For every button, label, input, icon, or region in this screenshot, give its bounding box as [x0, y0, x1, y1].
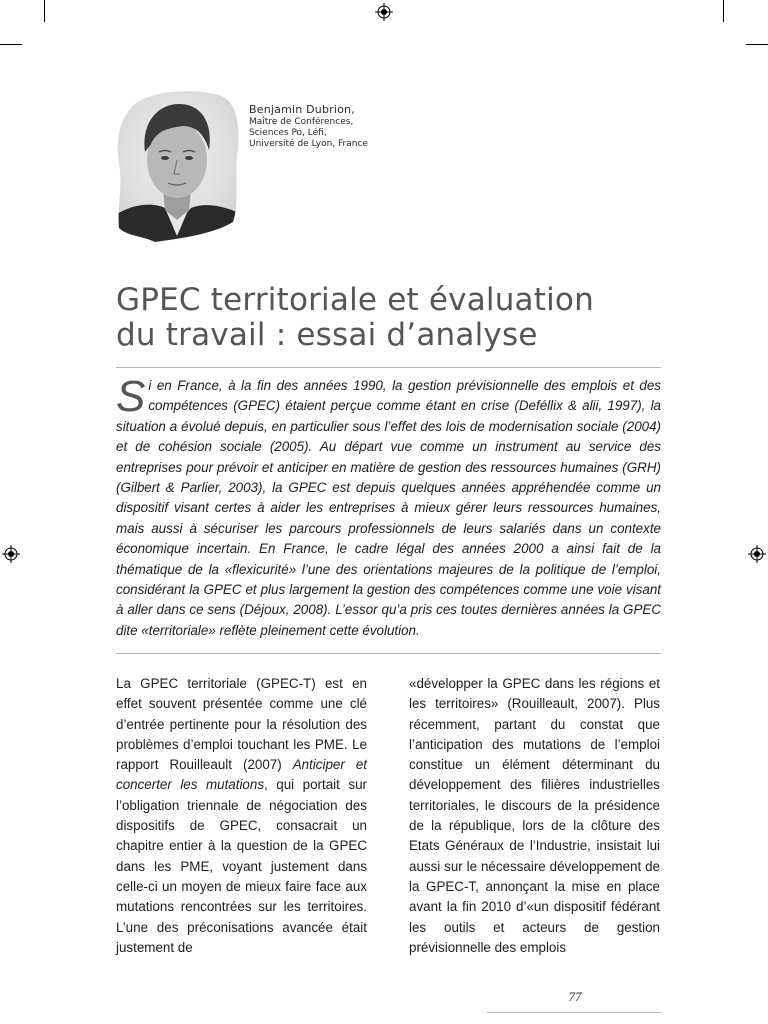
crop-mark [0, 44, 22, 45]
title-divider [116, 367, 661, 368]
author-name: Benjamin Dubrion, [249, 103, 355, 116]
abstract [116, 372, 661, 641]
body-left-text-1: La GPEC territoriale (GPEC-T) est en effet souvent présentée comme une clé d’entrée pertinente pour la résolution des problèmes d’emploi touchant les PME. Le rapport Rouilleault (2007) [116, 676, 367, 773]
article-title [116, 283, 676, 353]
crop-mark [723, 0, 724, 22]
registration-mark-icon [2, 545, 20, 563]
crop-mark [746, 44, 768, 45]
registration-mark-icon [748, 545, 766, 563]
body-left-text-2: , qui portait sur l’obligation triennale de négociation des dispositifs de GPEC, consacrait un chapitre entier à la question de la GPEC dans les PME, voyant justement dans celle-ci un moyen de mieux faire face aux mutations rencontrées sur les territoires. L’une des préconisations avancée était justement de [116, 777, 367, 955]
author-affiliation-1: Maître de Conférences, [249, 117, 354, 127]
title-line-1: GPEC territoriale et évaluation [116, 282, 594, 318]
author-block [249, 103, 368, 150]
body-column-left [116, 674, 367, 958]
registration-mark-icon [375, 3, 393, 21]
author-affiliation-2: Sciences Po, Léfi, [249, 128, 327, 138]
footer-rule [487, 1012, 661, 1013]
abstract-divider [116, 653, 661, 654]
title-line-2: du travail : essai d’analyse [116, 317, 538, 353]
crop-mark [44, 0, 45, 22]
report-title: Anticiper et concerter les mutations [116, 757, 367, 793]
author-affiliation-3: Université de Lyon, France [249, 139, 368, 149]
page-number: 77 [568, 989, 582, 1004]
abstract-text: i en France, à la fin des années 1990, la gestion prévisionnelle des emplois et des compétences (GPEC) étaient perçue comme étant en crise (Deféllix & alii, 1997), la situation a évolué depuis, en particulier sous l’effet des lois de modernisation sociale (2004) et de cohésion sociale (2005). Au départ vue comme un instrument au service des entreprises pour prévoir et anticiper en matière de gestion des ressources humaines (GRH) (Gilbert & Parlier, 2003), la GPEC est depuis quelques années appréhendée comme un dispositif visant certes à aider les entreprises à mieux gérer leurs ressources humaines, mais aussi à sécuriser les parcours professionnels de leurs salariés dans un contexte économique incertain. En France, le cadre légal des années 2000 a ainsi fait de la thématique de la «flexicurité» l’une des orientations majeures de la politique de l’emploi, considérant la GPEC et plus largement la gestion des compétences comme une voie visant à aller dans ce sens (Déjoux, 2008). L’essor qu’a pris ces toutes dernières années la GPEC dite «territoriale» reflète pleinement cette évolution. [116, 378, 661, 638]
abstract-dropcap: S [116, 372, 146, 421]
body-right-text: «développer la GPEC dans les régions et les territoires» (Rouilleault, 2007). Plus récemment, partant du constat que l’anticipation des mutations de l’emploi constitue un élément déterminant du développement des filières industrielles territoriales, le discours de la présidence de la république, lors de la clôture des Etats Généraux de l’Industrie, insistait lui aussi sur le nécessaire développement de la GPEC-T, annonçant la mise en place avant la fin 2010 d’«un dispositif fédérant les outils et acteurs de gestion prévisionnelle des emplois [409, 676, 660, 955]
author-portrait [113, 86, 241, 242]
body-column-right [409, 674, 660, 958]
